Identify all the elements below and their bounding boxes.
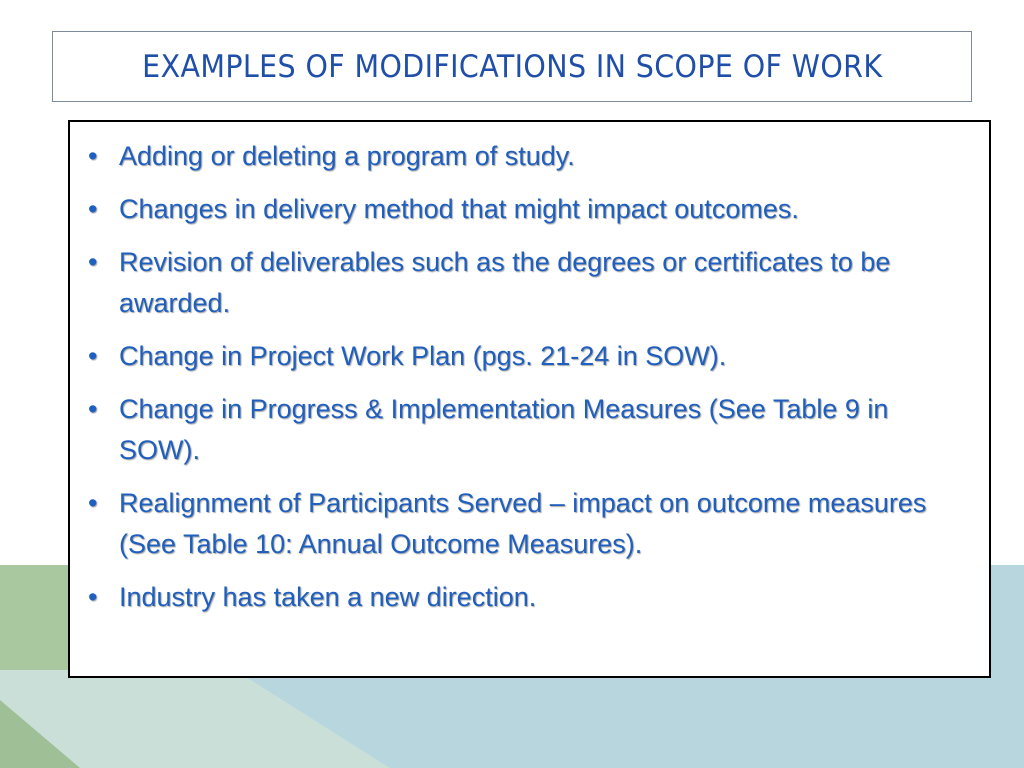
bullet-item: • Change in Progress & Implementation Measures (See Table 9 in SOW). (88, 389, 975, 471)
bullet-item: • Changes in delivery method that might impact outcomes. (88, 189, 975, 230)
bullet-item: • Realignment of Participants Served – impact on outcome measures (See Table 10: Annual Outcome Measures). (88, 483, 975, 565)
bullet-item: • Adding or deleting a program of study. (88, 136, 975, 177)
title-box (52, 31, 972, 102)
bullet-item: • Revision of deliverables such as the degrees or certificates to be awarded. (88, 242, 975, 324)
slide-title: EXAMPLES OF MODIFICATIONS IN SCOPE OF WORK (141, 48, 883, 85)
bullet-list (70, 122, 989, 618)
bullet-item: • Industry has taken a new direction. (88, 577, 975, 618)
content-box (68, 120, 991, 678)
bullet-item: • Change in Project Work Plan (pgs. 21-24 in SOW). (88, 336, 975, 377)
